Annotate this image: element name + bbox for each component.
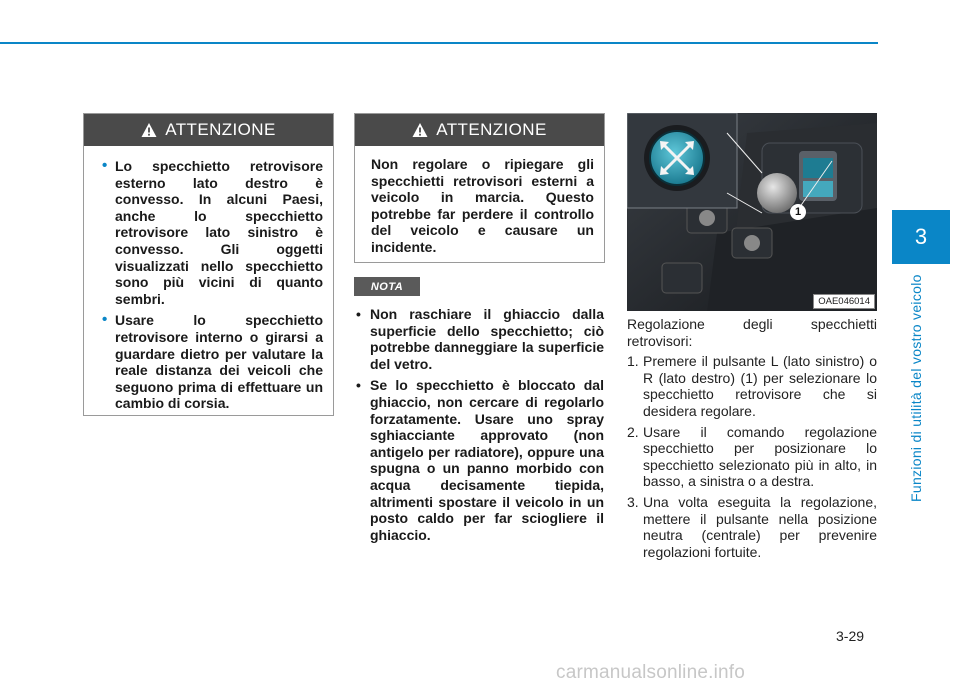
nota-label: NOTA (354, 277, 420, 296)
chapter-tab (892, 210, 950, 264)
warning-header (84, 114, 333, 146)
callout-marker: 1 (790, 204, 806, 220)
top-rule (0, 42, 878, 44)
warning-box-mirror-driving (354, 113, 605, 263)
adjustment-intro: Regolazione degli specchietti retrovisori: (627, 316, 877, 349)
warning-body (84, 146, 333, 412)
adjustment-step: 1. Premere il pulsante L (lato sinistro) o R (lato destro) (1) per selezionare lo specchietto retrovisore che si desidera regolare. (627, 353, 877, 419)
adjustment-section (627, 316, 877, 564)
warning-body: Non regolare o ripiegare gli specchietti retrovisori esterni a veicolo in marcia. Questo potrebbe far perdere il controllo del veicolo e causare un incidente. (371, 156, 594, 255)
adjustment-step: 2. Usare il comando regolazione specchietto per posizionare lo specchietto selezionato più in alto, in basso, a sinistra o a destra. (627, 423, 877, 490)
warning-item: • Usare lo specchietto retrovisore interno o girarsi a guardare dietro per valutare la reale distanza dei veicoli che seguono prima di effettuare un cambio di corsia. (100, 312, 323, 412)
warning-header-label: ATTENZIONE (165, 120, 276, 139)
figure-code: OAE046014 (813, 294, 875, 309)
warning-header-label: ATTENZIONE (436, 120, 547, 139)
nota-item: • Se lo specchietto è bloccato dal ghiaccio, non cercare di regolarlo forzatamente. Usare uno spray sghiacciante approvato (non antigelo per radiatore), oppure una spugna o un panno morbido con acqua decisamente tiepida, altrimenti spostare il veicolo in un posto caldo per far sciogliere il ghiaccio. (354, 377, 604, 543)
door-panel-illustration (627, 113, 877, 311)
page-number: 3-29 (836, 628, 865, 644)
warning-header (355, 114, 604, 146)
nota-list (354, 306, 604, 548)
watermark: carmanualsonline.info (556, 662, 746, 683)
warning-item: • Lo specchietto retrovisore esterno lato destro è convesso. In alcuni Paesi, anche lo specchietto retrovisore lato sinistro è convesso. Gli oggetti visualizzati nello specchietto sono più vicini di quanto sembri. (100, 158, 323, 307)
adjustment-step: 3. Una volta eseguita la regolazione, mettere il pulsante nella posizione neutra (centrale) per prevenire regolazioni fortuite. (627, 493, 877, 560)
chapter-title: Funzioni di utilità del vostro veicolo (908, 274, 924, 502)
warning-triangle-icon (412, 122, 428, 138)
mirror-control-photo (627, 113, 877, 311)
nota-item: • Non raschiare il ghiaccio dalla superficie dello specchietto; ciò potrebbe danneggiare la superficie del vetro. (354, 306, 604, 372)
chapter-number: 3 (914, 224, 928, 249)
warning-triangle-icon (141, 122, 157, 138)
warning-box-mirror-convex (83, 113, 334, 416)
